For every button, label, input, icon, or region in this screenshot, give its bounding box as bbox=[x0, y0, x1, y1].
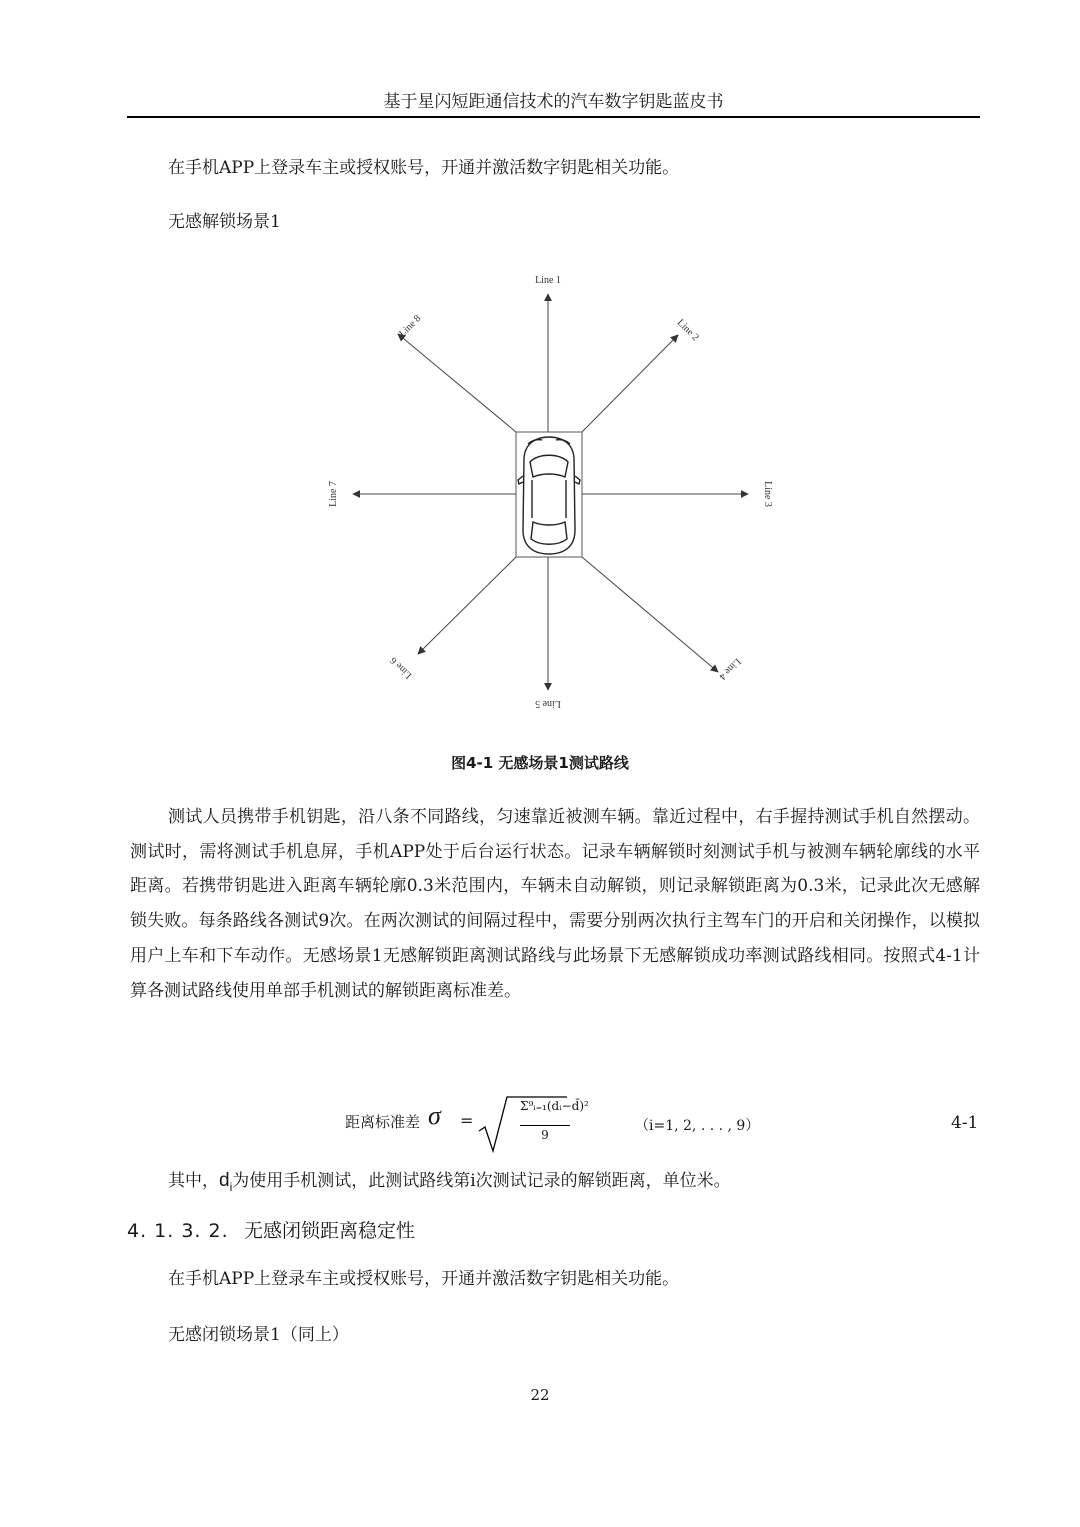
section-title: 无感闭锁距离稳定性 bbox=[244, 1220, 416, 1242]
body-paragraph: 测试人员携带手机钥匙，沿八条不同路线，匀速靠近被测车辆。靠近过程中，右手握持测试手机自然摆动。测试时，需将测试手机息屏，手机APP处于后台运行状态。记录车辆解锁时刻测试手机与被测车辆轮廓线的水平距离。若携带钥匙进入距离车辆轮廓0.3米范围内，车辆未自动解锁，则记录解锁距离为0.3米，记录此次无感解锁失败。每条路线各测试9次。在两次测试的间隔过程中，需要分别两次执行主驾车门的开启和关闭操作，以模拟用户上车和下车动作。无感场景1无感解锁距离测试路线与此场景下无感解锁成功率测试路线相同。按照式4-1计算各测试路线使用单部手机测试的解锁距离标准差。 bbox=[130, 807, 980, 1001]
figure-caption: 图4-1 无感场景1测试路线 bbox=[451, 754, 629, 772]
page-number: 22 bbox=[530, 1386, 550, 1404]
outro-line-1: 在手机APP上登录车主或授权账号，开通并激活数字钥匙相关功能。 bbox=[168, 1269, 680, 1289]
formula-denominator: 9 bbox=[541, 1128, 549, 1142]
label-line-1: Line 1 bbox=[535, 275, 561, 286]
route-diagram bbox=[320, 262, 780, 722]
formula-number: 4-1 bbox=[951, 1113, 979, 1133]
header-title: 基于星闪短距通信技术的汽车数字钥匙蓝皮书 bbox=[383, 92, 724, 112]
formula-label: 距离标准差 bbox=[345, 1113, 421, 1131]
formula-numerator: Σ⁹ᵢ₌₁(dᵢ−d̄)² bbox=[520, 1099, 589, 1113]
outro-line-2: 无感闭锁场景1（同上） bbox=[168, 1325, 349, 1345]
intro-line-1: 在手机APP上登录车主或授权账号，开通并激活数字钥匙相关功能。 bbox=[168, 158, 680, 178]
label-line-3: Line 3 bbox=[762, 481, 773, 507]
where-suffix: 为使用手机测试，此测试路线第i次测试记录的解锁距离，单位米。 bbox=[232, 1171, 731, 1191]
where-prefix: 其中， bbox=[168, 1171, 219, 1191]
page-header bbox=[127, 88, 980, 118]
label-line-4: Line 4 bbox=[716, 655, 743, 682]
label-line-7: Line 7 bbox=[328, 481, 339, 507]
route-line-4 bbox=[582, 557, 718, 672]
label-line-2: Line 2 bbox=[674, 317, 701, 344]
label-line-6: Line 6 bbox=[388, 654, 415, 681]
section-number: 4. 1. 3. 2. bbox=[127, 1220, 229, 1242]
formula-index-range: （i=1, 2, . . . , 9） bbox=[635, 1118, 760, 1134]
route-line-6 bbox=[418, 557, 516, 654]
route-line-8 bbox=[398, 334, 516, 432]
route-line-2 bbox=[582, 335, 678, 432]
formula-sigma: σ bbox=[428, 1101, 441, 1130]
formula-equals: = bbox=[460, 1111, 474, 1130]
std-dev-formula bbox=[345, 1095, 985, 1155]
variable-definition bbox=[168, 1168, 731, 1200]
intro-line-2: 无感解锁场景1 bbox=[168, 212, 281, 232]
test-route-figure bbox=[320, 262, 780, 722]
fraction-bar bbox=[520, 1125, 570, 1126]
label-line-8: Line 8 bbox=[397, 313, 424, 340]
section-heading bbox=[127, 1216, 415, 1246]
variable-symbol: $d_i$ bbox=[219, 1170, 233, 1194]
label-line-5: Line 5 bbox=[535, 698, 561, 709]
